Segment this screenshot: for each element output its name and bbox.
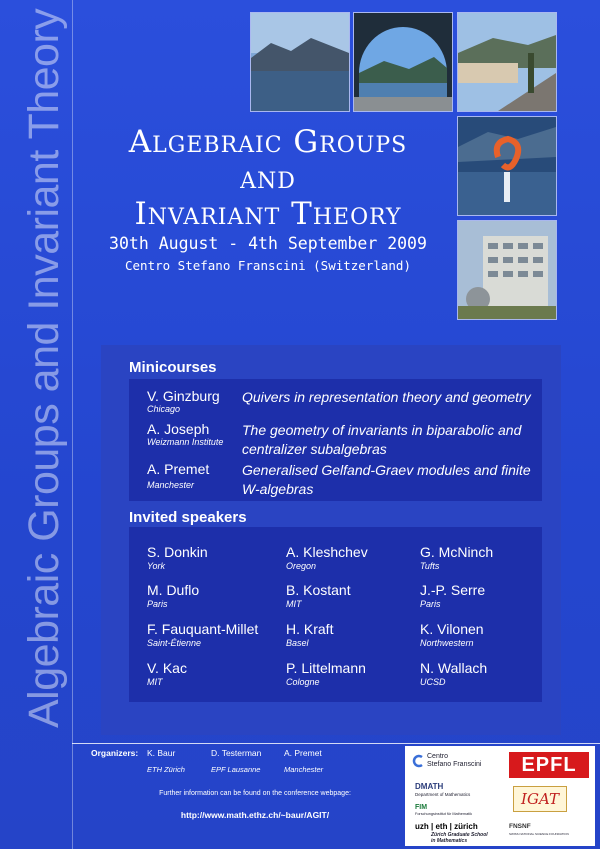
speaker-name: K. Vilonen <box>420 621 484 637</box>
igat-logo: IGAT <box>513 786 567 812</box>
speaker-affiliation: Saint-Étienne <box>147 638 202 648</box>
minicourse-title: Generalised Gelfand-Graev modules and finite W-algebras <box>242 462 531 497</box>
invited-speakers-heading: Invited speakers <box>129 509 247 526</box>
sculpture-photo <box>457 116 557 216</box>
speaker-name: V. Kac <box>147 660 187 676</box>
sidebar-divider <box>72 0 73 849</box>
speaker-name: G. McNinch <box>420 544 494 560</box>
minicourse-affiliation: Manchester <box>147 480 195 490</box>
organizer-name: A. Premet <box>284 748 322 758</box>
zgsm-subtitle: Zürich Graduate School in Mathematics <box>431 832 488 844</box>
building-photo <box>457 220 557 320</box>
speaker-affiliation: Basel <box>286 638 309 648</box>
speaker-name: B. Kostant <box>286 582 351 598</box>
speaker-name: M. Duflo <box>147 582 200 598</box>
fim-subtitle: Forschungsinstitut für Mathematik <box>415 812 472 816</box>
title-line-1: Algebraic Groups <box>128 124 408 160</box>
speaker-affiliation: Northwestern <box>420 638 474 648</box>
speaker-affiliation: Tufts <box>420 561 440 571</box>
speaker-affiliation: Paris <box>147 599 168 609</box>
csf-logo: Centro Stefano Franscini <box>427 753 482 768</box>
title-line-2: and <box>240 160 296 196</box>
minicourse-affiliation: Chicago <box>147 404 181 414</box>
minicourse-title: Quivers in representation theory and geometry <box>242 389 531 405</box>
conference-url-link[interactable]: http://www.math.ethz.ch/~baur/AGIT/ <box>180 810 330 820</box>
minicourse-speaker: A. Joseph <box>147 421 210 437</box>
speaker-name: A. Kleshchev <box>286 544 368 560</box>
title-line-3: Invariant Theory <box>134 196 402 232</box>
speaker-name: N. Wallach <box>420 660 488 676</box>
speaker-affiliation: Paris <box>420 599 441 609</box>
snf-subtitle: SWISS NATIONAL SCIENCE FOUNDATION <box>509 832 569 836</box>
minicourses-heading: Minicourses <box>129 359 217 376</box>
speaker-name: F. Fauquant-Millet <box>147 621 259 637</box>
dmath-subtitle: Department of Mathematics <box>415 792 471 797</box>
csf-logo-icon <box>411 754 425 768</box>
speaker-name: H. Kraft <box>286 621 334 637</box>
footer-divider <box>72 743 600 744</box>
fim-logo: FIM <box>415 804 428 811</box>
minicourse-speaker: V. Ginzburg <box>147 388 220 404</box>
speaker-name: J.-P. Serre <box>420 582 486 598</box>
speaker-affiliation: MIT <box>286 599 302 609</box>
organizer-name: D. Testerman <box>211 748 262 758</box>
town-photo <box>457 12 557 112</box>
speaker-affiliation: MIT <box>147 677 163 687</box>
lake-photo-2 <box>353 12 453 112</box>
organizer-name: K. Baur <box>147 748 176 758</box>
speaker-affiliation: Oregon <box>286 561 317 571</box>
uzh-eth-logo: uzh | eth | zürich <box>415 822 478 831</box>
speaker-name: S. Donkin <box>147 544 208 560</box>
snf-logo: FNSNF <box>509 823 531 830</box>
speaker-affiliation: UCSD <box>420 677 446 687</box>
conference-venue: Centro Stefano Franscini (Switzerland) <box>125 258 411 273</box>
vertical-title: Algebraic Groups and Invariant Theory <box>20 8 68 728</box>
conference-title <box>88 124 448 232</box>
minicourse-affiliation: Weizmann Institute <box>147 437 224 447</box>
organizer-affiliation: EPF Lausanne <box>211 765 261 774</box>
organizer-affiliation: ETH Zürich <box>147 765 185 774</box>
organizers-label: Organizers: <box>91 748 139 758</box>
speaker-name: P. Littelmann <box>286 660 366 676</box>
epfl-logo: EPFL <box>509 752 589 778</box>
info-text: Further information can be found on the conference webpage: <box>159 790 351 797</box>
speaker-affiliation: Cologne <box>286 677 320 687</box>
minicourse-speaker: A. Premet <box>147 461 210 477</box>
conference-dates: 30th August - 4th September 2009 <box>109 234 427 253</box>
minicourse-title: The geometry of invariants in biparabolic and centralizer subalgebras <box>242 422 522 457</box>
speaker-affiliation: York <box>147 561 166 571</box>
lake-photo-1 <box>250 12 350 112</box>
organizer-affiliation: Manchester <box>284 765 324 774</box>
sponsor-logos-panel <box>405 746 595 846</box>
dmath-logo: DMATH <box>415 782 444 791</box>
